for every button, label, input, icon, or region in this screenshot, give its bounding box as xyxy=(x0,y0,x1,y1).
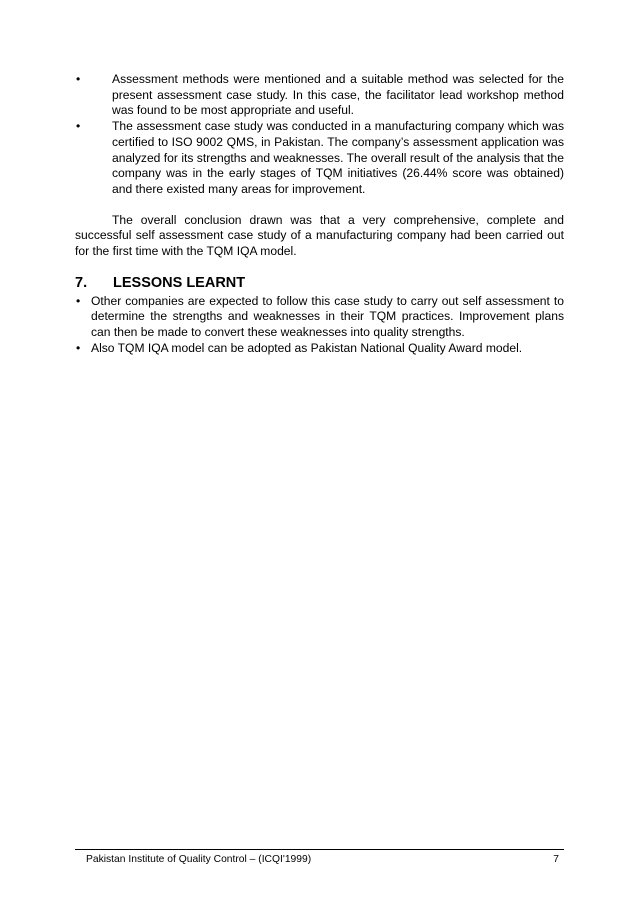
footer-divider xyxy=(75,849,564,850)
list-item xyxy=(75,294,564,341)
lessons-bullet-list xyxy=(75,294,564,357)
conclusion-paragraph: The overall conclusion drawn was that a very comprehensive, complete and successful self assessment case study of a manufacturing company had been carried out for the first time with the TQM IQA model. xyxy=(75,212,564,259)
list-item xyxy=(75,72,564,119)
list-item-text: The assessment case study was conducted in a manufacturing company which was certified to ISO 9002 QMS, in Pakistan. The company’s assessment application was analyzed for its strengths and weaknesses. The overall result of the analysis that the company was in the early stages of TQM initiatives (26.44% score was obtained) and there existed many areas for improvement. xyxy=(112,119,564,196)
page-footer xyxy=(75,853,564,866)
intro-bullet-list xyxy=(75,72,564,198)
page-content xyxy=(75,72,564,357)
bullet-icon: • xyxy=(76,293,81,308)
bullet-icon: • xyxy=(76,72,81,86)
list-item xyxy=(75,341,564,357)
bullet-icon: • xyxy=(76,119,81,134)
section-heading xyxy=(75,274,564,292)
list-item xyxy=(75,119,564,198)
section-number: 7. xyxy=(75,274,88,291)
footer-source: Pakistan Institute of Quality Control – (ICQI'1999) xyxy=(86,854,312,865)
section-title: LESSONS LEARNT xyxy=(113,274,246,291)
page-number: 7 xyxy=(553,854,559,865)
list-item-text: Assessment methods were mentioned and a suitable method was selected for the present assessment case study. In this case, the facilitator lead workshop method was found to be most appropriate and useful. xyxy=(112,72,564,118)
list-item-text: Also TQM IQA model can be adopted as Pakistan National Quality Award model. xyxy=(91,340,523,355)
bullet-icon: • xyxy=(76,340,81,355)
list-item-text: Other companies are expected to follow this case study to carry out self assessment to determine the strengths and weaknesses in their TQM practices. Improvement plans can then be made to convert these weaknesses into quality strengths. xyxy=(91,293,564,340)
